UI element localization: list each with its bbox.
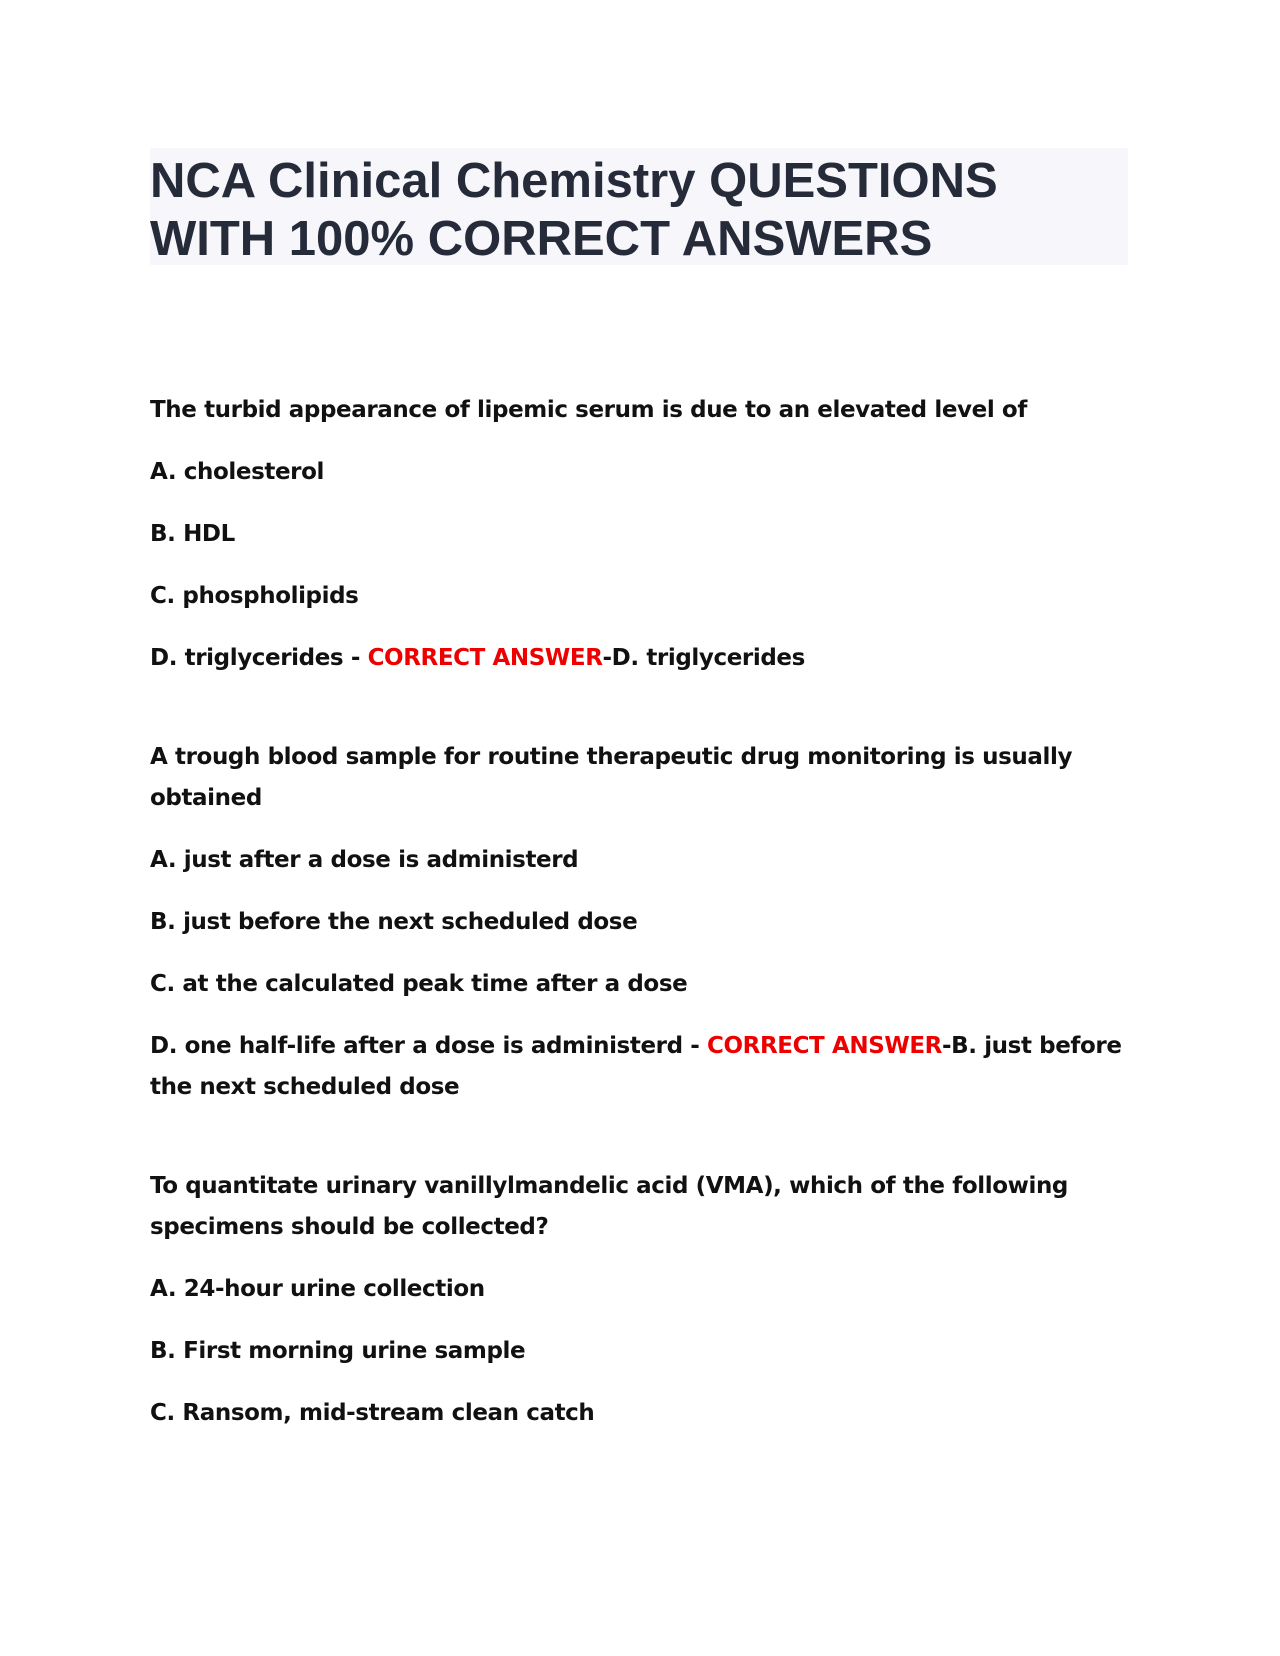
option-d: D. one half-life after a dose is administerd - bbox=[150, 1033, 708, 1059]
option-d: D. triglycerides - bbox=[150, 645, 368, 671]
question-text: The turbid appearance of lipemic serum is due to an elevated level of bbox=[150, 397, 1027, 423]
option-a: A. cholesterol bbox=[150, 459, 324, 485]
question-text: To quantitate urinary vanillylmandelic acid (VMA), which of the following specimens should be collected? bbox=[150, 1173, 1068, 1240]
question-text: A trough blood sample for routine therapeutic drug monitoring is usually obtained bbox=[150, 744, 1073, 811]
option-c: C. at the calculated peak time after a dose bbox=[150, 971, 688, 997]
correct-answer-label: CORRECT ANSWER bbox=[367, 645, 603, 671]
option-d-with-answer bbox=[150, 638, 1140, 679]
question-2 bbox=[150, 737, 1140, 1108]
correct-answer-text: -D. triglycerides bbox=[602, 645, 805, 671]
option-d-with-answer bbox=[150, 1026, 1140, 1108]
document-title: NCA Clinical Chemistry QUESTIONS WITH 100% CORRECT ANSWERS bbox=[150, 154, 998, 266]
option-c: C. phospholipids bbox=[150, 583, 359, 609]
correct-answer-label: CORRECT ANSWER bbox=[707, 1033, 942, 1059]
option-a: A. just after a dose is administerd bbox=[150, 847, 579, 873]
option-c: C. Ransom, mid-stream clean catch bbox=[150, 1400, 595, 1426]
option-b: B. First morning urine sample bbox=[150, 1338, 526, 1364]
option-b: B. just before the next scheduled dose bbox=[150, 909, 638, 935]
option-a: A. 24-hour urine collection bbox=[150, 1276, 485, 1302]
option-b: B. HDL bbox=[150, 521, 235, 547]
correct-answer-text: -B. just before the next scheduled dose bbox=[150, 1033, 1122, 1100]
question-list bbox=[150, 390, 1140, 1492]
question-3 bbox=[150, 1166, 1140, 1434]
question-1 bbox=[150, 390, 1140, 679]
title-block bbox=[150, 148, 1128, 265]
